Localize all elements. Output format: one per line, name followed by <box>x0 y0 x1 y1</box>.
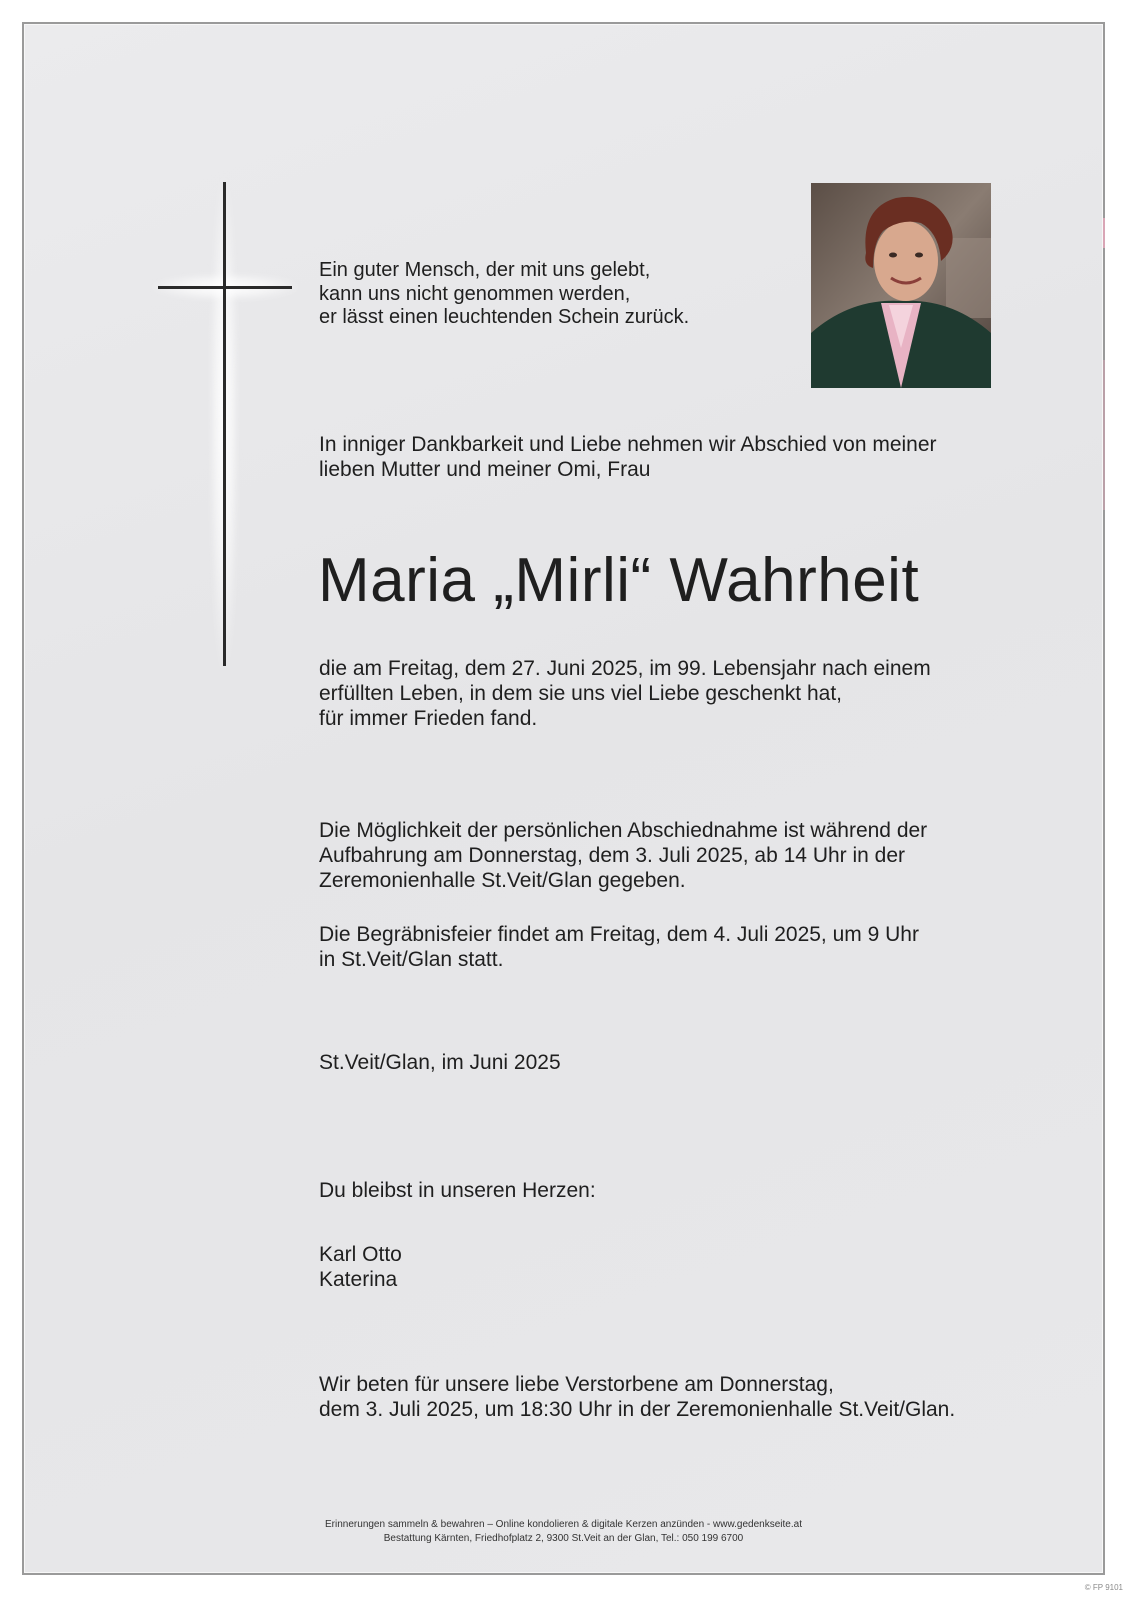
edge-mark <box>1103 218 1105 248</box>
farewell-info: Die Möglichkeit der persönlichen Abschiednahme ist während der Aufbahrung am Donnerstag, dem 3. Juli 2025, ab 14 Uhr in der Zeremonienhalle St.Veit/Glan gegeben. <box>319 819 928 892</box>
prayer-info: Wir beten für unsere liebe Verstorbene am Donnerstag, dem 3. Juli 2025, um 18:30 Uhr in der Zeremonienhalle St.Veit/Glan. <box>319 1373 956 1421</box>
portrait-photo <box>811 183 991 388</box>
hearts-line: Du bleibst in unseren Herzen: <box>319 1179 596 1202</box>
intro-text: In inniger Dankbarkeit und Liebe nehmen wir Abschied von meiner lieben Mutter und meiner Omi, Frau <box>319 433 937 481</box>
footer-line-1: Erinnerungen sammeln & bewahren – Online kondolieren & digitale Kerzen anzünden - www.gedenkseite.at <box>325 1519 802 1530</box>
deceased-name: Maria „Mirli“ Wahrheit <box>318 546 920 615</box>
place-date: St.Veit/Glan, im Juni 2025 <box>319 1051 561 1074</box>
footer <box>22 1518 1105 1546</box>
edge-mark <box>1103 360 1105 510</box>
footer-line-2: Bestattung Kärnten, Friedhofplatz 2, 9300 St.Veit an der Glan, Tel.: 050 199 6700 <box>383 1533 744 1544</box>
mourners-list: Karl Otto Katerina <box>319 1243 402 1291</box>
funeral-info: Die Begräbnisfeier findet am Freitag, dem 4. Juli 2025, um 9 Uhr in St.Veit/Glan statt. <box>319 923 919 971</box>
print-code: © FP 9101 <box>1084 1583 1123 1592</box>
death-details: die am Freitag, dem 27. Juni 2025, im 99. Lebensjahr nach einem erfüllten Leben, in dem sie uns viel Liebe geschenkt hat, für immer Frieden fand. <box>319 657 931 730</box>
cross-icon <box>152 176 298 671</box>
memorial-quote: Ein guter Mensch, der mit uns gelebt, kann uns nicht genommen werden, er lässt einen leuchtenden Schein zurück. <box>319 259 690 328</box>
